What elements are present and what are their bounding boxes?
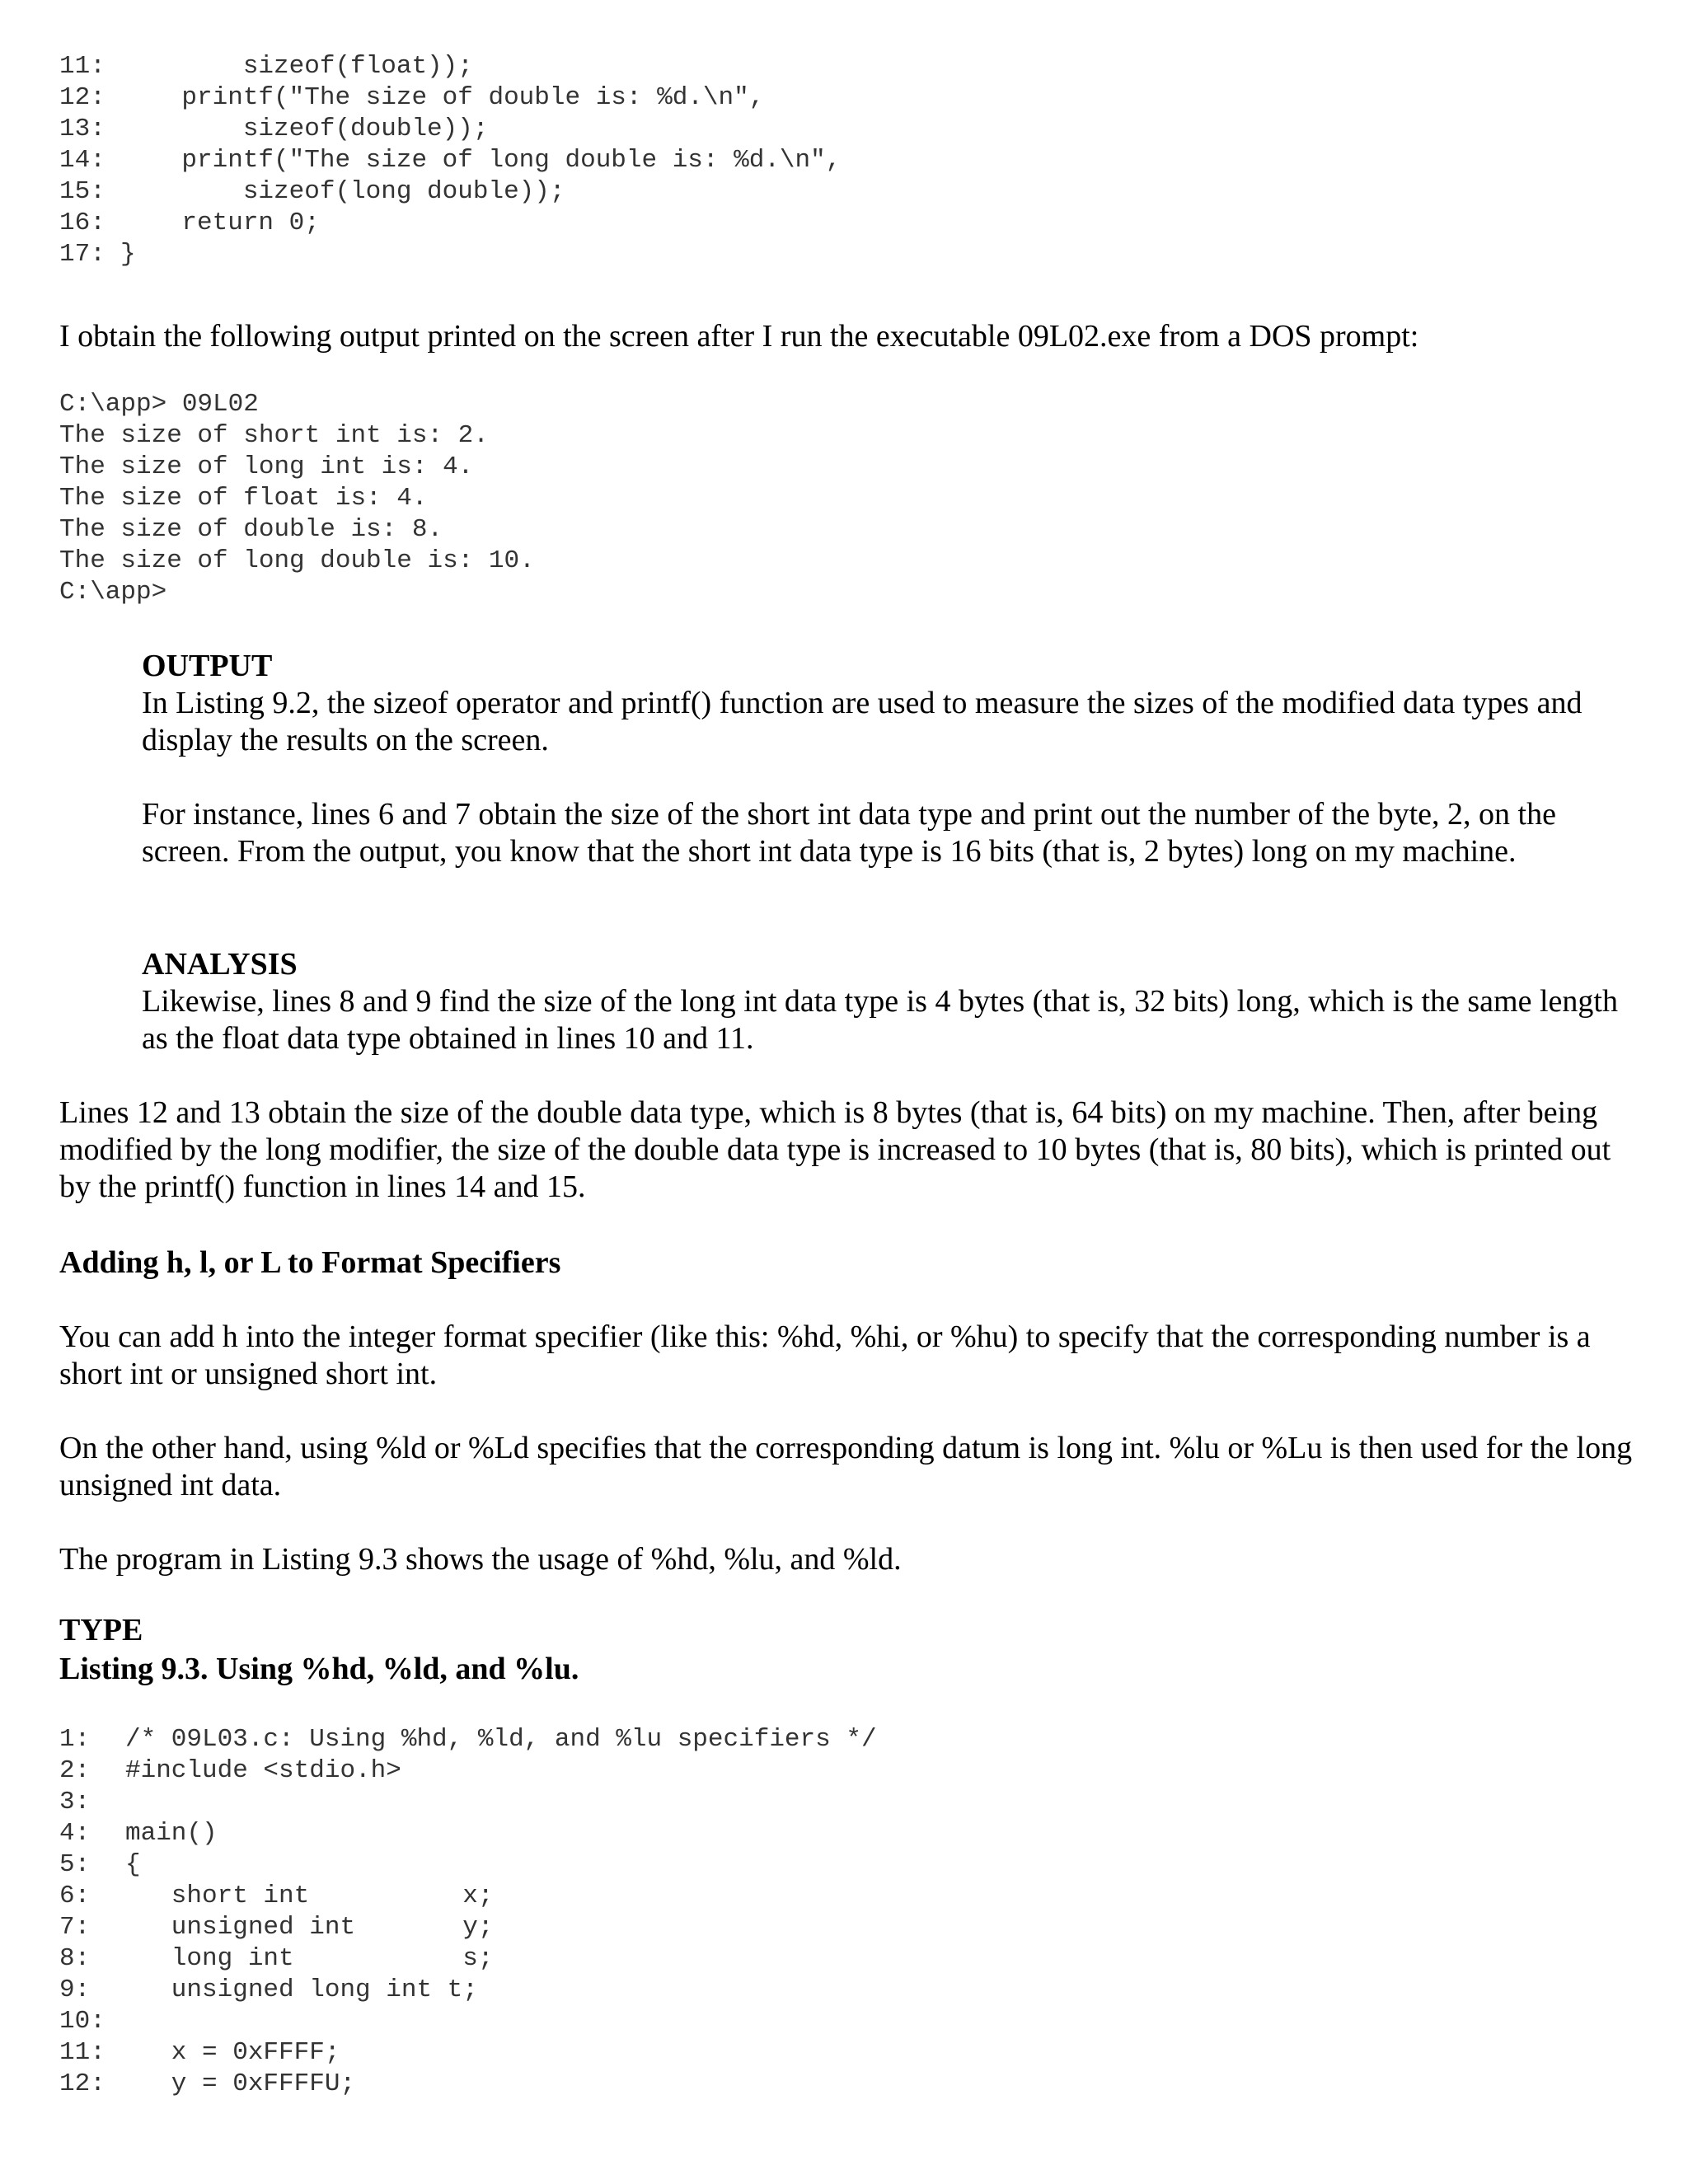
code-line	[59, 208, 841, 239]
listing-intro-paragraph: The program in Listing 9.3 shows the usage of %hd, %lu, and %ld.	[59, 1542, 902, 1577]
code-line	[59, 2006, 877, 2037]
code-line	[59, 114, 841, 145]
code-line	[59, 145, 841, 176]
code-line	[59, 51, 841, 82]
code-line	[59, 1755, 877, 1787]
line-number: 2:	[59, 1756, 91, 1785]
console-line: C:\app> 09L02	[59, 390, 259, 419]
analysis-heading: ANALYSIS	[142, 947, 298, 982]
code-line	[59, 239, 841, 270]
code-text: printf("The size of double is: %d.\n",	[120, 83, 765, 112]
line-number: 6:	[59, 1882, 91, 1910]
code-text: #include <stdio.h>	[125, 1756, 401, 1785]
code-text: main()	[125, 1819, 218, 1848]
line-number: 5:	[59, 1850, 91, 1879]
code-line	[59, 176, 841, 208]
code-line	[59, 1849, 877, 1881]
lines-12-13-paragraph: Lines 12 and 13 obtain the size of the double data type, which is 8 bytes (that is, 64 bits) on my machine. Then, after being modified by the long modifier, the size of the double data type is increased to 10 bytes (that is, 80 bits), which is printed out by the printf() function in lines 14 and 15.	[59, 1095, 1611, 1204]
line-number: 17:	[59, 240, 106, 269]
console-line: The size of short int is: 2.	[59, 421, 489, 450]
code-text: short int x;	[125, 1882, 494, 1910]
line-number: 8:	[59, 1944, 91, 1973]
line-number: 11:	[59, 52, 106, 81]
code-text: x = 0xFFFF;	[125, 2038, 340, 2067]
code-line	[59, 1787, 877, 1818]
line-number: 10:	[59, 2007, 106, 2036]
listing-title: Listing 9.3. Using %hd, %ld, and %lu.	[59, 1652, 579, 1686]
code-line	[59, 1724, 877, 1755]
line-number: 15:	[59, 177, 106, 206]
line-number: 9:	[59, 1975, 91, 2004]
line-number: 16:	[59, 209, 106, 237]
line-number: 3:	[59, 1788, 91, 1816]
line-number: 13:	[59, 115, 106, 143]
code-listing-9-2-end	[59, 51, 841, 270]
code-text: long int s;	[125, 1944, 494, 1973]
console-line: The size of float is: 4.	[59, 484, 428, 513]
code-line	[59, 1975, 877, 2006]
output-heading: OUTPUT	[142, 649, 273, 683]
code-line	[59, 1818, 877, 1849]
line-number: 12:	[59, 2069, 106, 2098]
code-text: printf("The size of long double is: %d.\n",	[120, 146, 842, 175]
code-listing-9-3	[59, 1724, 877, 2100]
line-number: 1:	[59, 1725, 91, 1754]
code-line	[59, 1881, 877, 1912]
code-text: sizeof(double));	[120, 115, 489, 143]
console-line: The size of long double is: 10.	[59, 546, 535, 575]
code-text: y = 0xFFFFU;	[125, 2069, 356, 2098]
console-line: The size of long int is: 4.	[59, 452, 474, 481]
output-paragraph: In Listing 9.2, the sizeof operator and printf() function are used to measure the sizes of the modified data types and display the results on the screen.	[142, 686, 1582, 757]
l-specifier-paragraph: On the other hand, using %ld or %Ld specifies that the corresponding datum is long int. %lu or %Lu is then used for the long unsigned int data.	[59, 1431, 1633, 1502]
code-text: {	[125, 1850, 141, 1879]
code-text: return 0;	[120, 209, 320, 237]
line-number: 7:	[59, 1913, 91, 1942]
code-text: unsigned int y;	[125, 1913, 494, 1942]
line-number: 14:	[59, 146, 106, 175]
code-text: sizeof(float));	[120, 52, 473, 81]
analysis-paragraph: Likewise, lines 8 and 9 find the size of the long int data type is 4 bytes (that is, 32 bits) long, which is the same length as the float data type obtained in lines 10 and 11.	[142, 984, 1618, 1056]
code-line	[59, 1943, 877, 1975]
code-text: sizeof(long double));	[120, 177, 565, 206]
console-output	[59, 389, 535, 608]
code-text: unsigned long int t;	[125, 1975, 478, 2004]
code-line	[59, 2069, 877, 2100]
code-text: }	[120, 240, 136, 269]
h-specifier-paragraph: You can add h into the integer format specifier (like this: %hd, %hi, or %hu) to specify that the corresponding number is a short int or unsigned short int.	[59, 1319, 1591, 1391]
intro-paragraph: I obtain the following output printed on the screen after I run the executable 09L02.exe from a DOS prompt:	[59, 319, 1419, 354]
console-line: The size of double is: 8.	[59, 515, 443, 544]
type-heading: TYPE	[59, 1613, 143, 1647]
line-number: 12:	[59, 83, 106, 112]
instance-paragraph: For instance, lines 6 and 7 obtain the size of the short int data type and print out the number of the byte, 2, on the screen. From the output, you know that the short int data type is 16 bits (that is, 2 bytes) long on my machine.	[142, 797, 1556, 869]
section-heading: Adding h, l, or L to Format Specifiers	[59, 1245, 561, 1280]
console-line: C:\app>	[59, 578, 167, 607]
line-number: 4:	[59, 1819, 91, 1848]
code-line	[59, 2037, 877, 2069]
code-line	[59, 1912, 877, 1943]
line-number: 11:	[59, 2038, 106, 2067]
code-text: /* 09L03.c: Using %hd, %ld, and %lu specifiers */	[125, 1725, 877, 1754]
code-line	[59, 82, 841, 114]
